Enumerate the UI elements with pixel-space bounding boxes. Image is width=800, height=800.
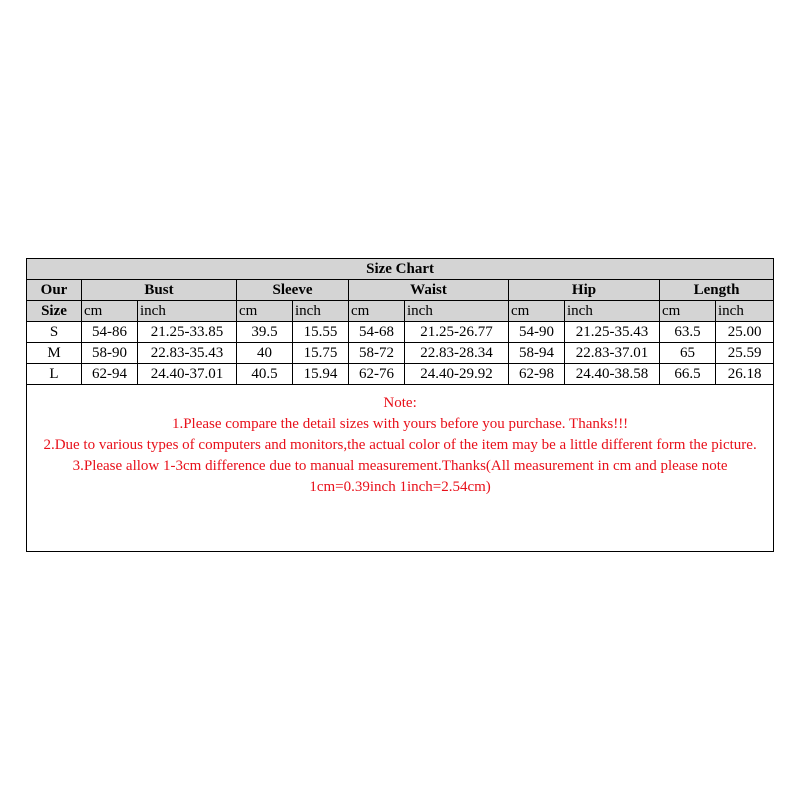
value-cell: 54-90 xyxy=(509,322,565,343)
unit-cell: inch xyxy=(293,301,349,322)
note-heading: Note: xyxy=(383,395,417,411)
value-cell: 40 xyxy=(237,343,293,364)
length-header: Length xyxy=(660,280,774,301)
note-line-3: 3.Please allow 1-3cm difference due to manual measurement.Thanks(All measurement in cm and please note 1cm=0.39inch 1inch=2.54cm) xyxy=(72,458,728,495)
value-cell: 58-94 xyxy=(509,343,565,364)
value-cell: 21.25-35.43 xyxy=(565,322,660,343)
unit-cell: cm xyxy=(349,301,405,322)
value-cell: 26.18 xyxy=(716,364,774,385)
value-cell: 62-94 xyxy=(82,364,138,385)
value-cell: 24.40-29.92 xyxy=(405,364,509,385)
value-cell: 62-98 xyxy=(509,364,565,385)
note-line-2: 2.Due to various types of computers and monitors,the actual color of the item may be a little different form the picture. xyxy=(43,437,757,453)
unit-cell: cm xyxy=(509,301,565,322)
table-row xyxy=(27,364,774,385)
size-cell: S xyxy=(27,322,82,343)
size-chart-table xyxy=(26,258,774,552)
value-cell: 25.00 xyxy=(716,322,774,343)
value-cell: 66.5 xyxy=(660,364,716,385)
value-cell: 63.5 xyxy=(660,322,716,343)
table-row xyxy=(27,322,774,343)
our-size-header-line2: Size xyxy=(27,301,82,322)
value-cell: 21.25-26.77 xyxy=(405,322,509,343)
value-cell: 24.40-37.01 xyxy=(138,364,237,385)
value-cell: 58-72 xyxy=(349,343,405,364)
our-size-header-line1: Our xyxy=(27,280,82,301)
value-cell: 54-86 xyxy=(82,322,138,343)
unit-cell: cm xyxy=(660,301,716,322)
value-cell: 39.5 xyxy=(237,322,293,343)
sleeve-header: Sleeve xyxy=(237,280,349,301)
value-cell: 22.83-35.43 xyxy=(138,343,237,364)
table-row xyxy=(27,343,774,364)
value-cell: 65 xyxy=(660,343,716,364)
bust-header: Bust xyxy=(82,280,237,301)
size-cell: M xyxy=(27,343,82,364)
value-cell: 25.59 xyxy=(716,343,774,364)
value-cell: 58-90 xyxy=(82,343,138,364)
value-cell: 15.75 xyxy=(293,343,349,364)
hip-header: Hip xyxy=(509,280,660,301)
notes-cell xyxy=(27,385,774,552)
unit-cell: inch xyxy=(565,301,660,322)
value-cell: 15.55 xyxy=(293,322,349,343)
value-cell: 40.5 xyxy=(237,364,293,385)
value-cell: 22.83-37.01 xyxy=(565,343,660,364)
unit-cell: cm xyxy=(82,301,138,322)
table-title: Size Chart xyxy=(27,259,774,280)
value-cell: 62-76 xyxy=(349,364,405,385)
value-cell: 21.25-33.85 xyxy=(138,322,237,343)
value-cell: 54-68 xyxy=(349,322,405,343)
note-line-1: 1.Please compare the detail sizes with yours before you purchase. Thanks!!! xyxy=(171,416,629,432)
unit-cell: inch xyxy=(138,301,237,322)
waist-header: Waist xyxy=(349,280,509,301)
unit-cell: inch xyxy=(716,301,774,322)
unit-cell: cm xyxy=(237,301,293,322)
size-cell: L xyxy=(27,364,82,385)
value-cell: 24.40-38.58 xyxy=(565,364,660,385)
unit-cell: inch xyxy=(405,301,509,322)
value-cell: 15.94 xyxy=(293,364,349,385)
value-cell: 22.83-28.34 xyxy=(405,343,509,364)
